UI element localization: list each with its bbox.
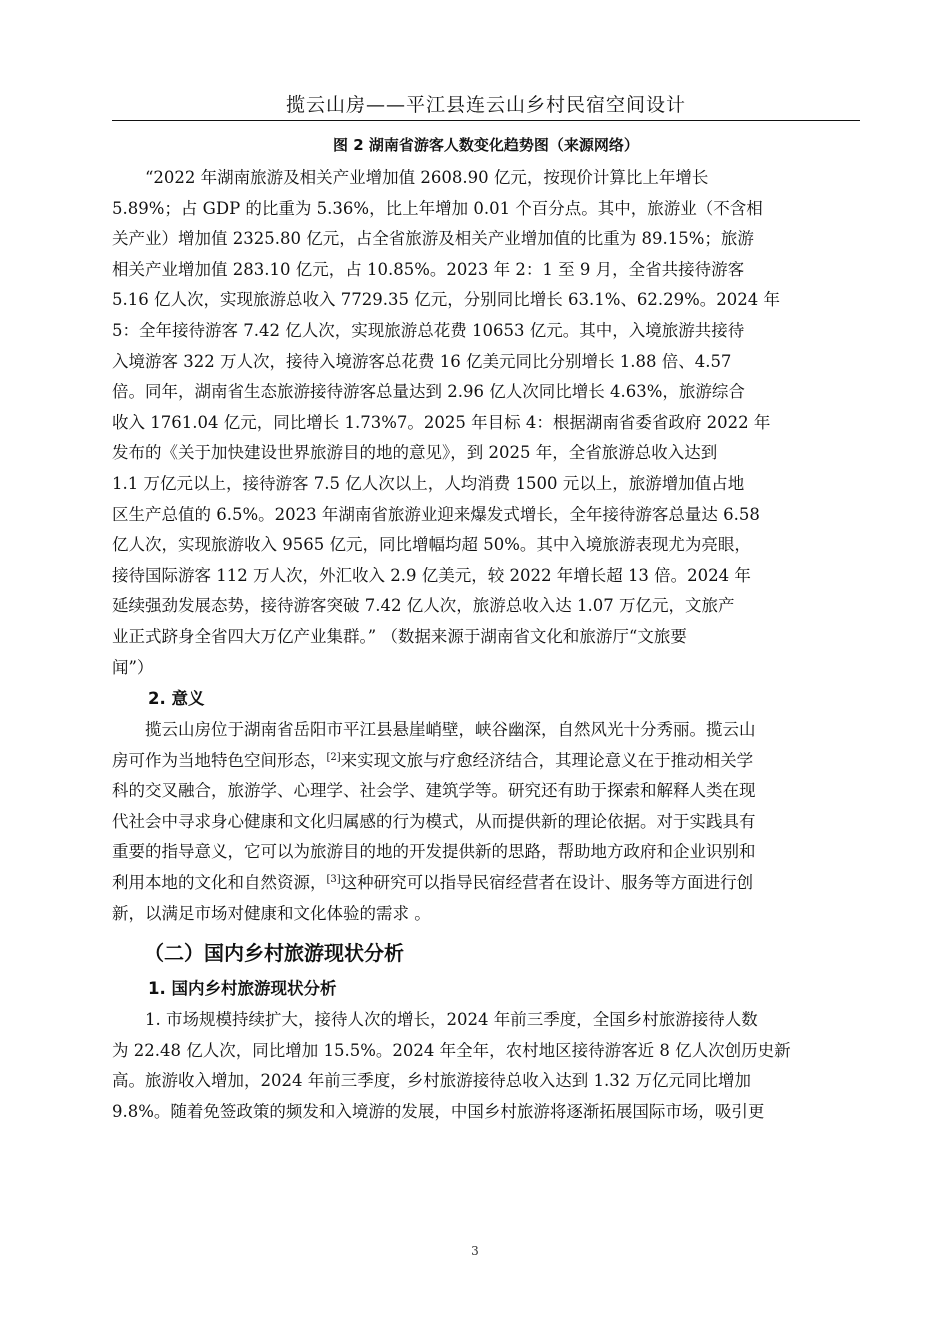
paragraph-domestic-status: [112, 1005, 852, 1127]
text-line: “2022 年湖南旅游及相关产业增加值 2608.90 亿元，按现价计算比上年增长: [145, 168, 709, 187]
text-line: 5.89%；占 GDP 的比重为 5.36%，比上年增加 0.01 个百分点。其中，旅游业（不含相: [112, 198, 763, 218]
section-heading-domestic-rural-tourism: （二）国内乡村旅游现状分析: [144, 941, 404, 966]
text-segment: 来实现文旅与疗愈经济结合，其理论意义在于推动相关学: [340, 750, 754, 770]
section-heading-meaning: 2. 意义: [148, 689, 205, 709]
paragraph-tourism-statistics: [112, 163, 852, 683]
text-line: 亿人次，实现旅游收入 9565 亿元，同比增幅均超 50%。其中入境旅游表现尤为亮眼，: [112, 535, 751, 555]
citation-marker: [3]: [326, 874, 341, 886]
header-divider: [112, 120, 860, 121]
text-line: 揽云山房位于湖南省岳阳市平江县悬崖峭壁，峡谷幽深，自然风光十分秀丽。揽云山: [145, 720, 756, 740]
document-body: [112, 163, 852, 1128]
text-line: 高。旅游收入增加，2024 年前三季度，乡村旅游接待总收入达到 1.32 万亿元同比增加: [112, 1071, 751, 1091]
text-line: 收入 1761.04 亿元，同比增长 1.73%7。2025 年目标 4：根据湖南省委省政府 2022 年: [112, 412, 771, 432]
text-line: 5.16 亿人次，实现旅游总收入 7729.35 亿元，分别同比增长 63.1%、62.29%。2024 年: [112, 290, 781, 310]
text-line: 相关产业增加值 283.10 亿元，占 10.85%。2023 年 2：1 至 9 月，全省共接待游客: [112, 259, 745, 279]
text-line: 关产业）增加值 2325.80 亿元，占全省旅游及相关产业增加值的比重为 89.15%；旅游: [112, 229, 754, 249]
text-line: 倍。同年，湖南省生态旅游接待游客总量达到 2.96 亿人次同比增长 4.63%，旅游综合: [112, 382, 745, 402]
text-line: 新，以满足市场对健康和文化体验的需求 。: [112, 903, 431, 923]
text-line: [112, 746, 852, 777]
text-line: 9.8%。随着免签政策的频发和入境游的发展，中国乡村旅游将逐渐拓展国际市场，吸引更: [112, 1102, 765, 1122]
text-line: 科的交叉融合，旅游学、心理学、社会学、建筑学等。研究还有助于探索和解释人类在现: [112, 781, 756, 801]
text-line: [112, 868, 852, 899]
citation-marker: [2]: [326, 751, 341, 763]
text-line: 代社会中寻求身心健康和文化归属感的行为模式，从而提供新的理论依据。对于实践具有: [112, 811, 756, 831]
paragraph-meaning: [112, 715, 852, 929]
text-line: 入境游客 322 万人次，接待入境游客总花费 16 亿美元同比分别增长 1.88 倍、4.57: [112, 351, 732, 371]
text-line: 延续强劲发展态势，接待游客突破 7.42 亿人次，旅游总收入达 1.07 万亿元，文旅产: [112, 596, 735, 616]
text-line: 1. 市场规模持续扩大，接待人次的增长，2024 年前三季度，全国乡村旅游接待人数: [145, 1010, 758, 1030]
subsection-heading-domestic-status: 1. 国内乡村旅游现状分析: [148, 979, 337, 999]
page-header-title: 揽云山房——平江县连云山乡村民宿空间设计: [285, 94, 686, 116]
text-segment: 房可作为当地特色空间形态，: [112, 750, 327, 770]
text-line: 1.1 万亿元以上，接待游客 7.5 亿人次以上，人均消费 1500 元以上，旅游增加值占地: [112, 473, 745, 493]
text-segment: 利用本地的文化和自然资源，: [112, 873, 327, 893]
figure-caption: 图 2 湖南省游客人数变化趋势图（来源网络）: [333, 136, 639, 154]
text-line: 闻”）: [112, 657, 154, 677]
text-line: 发布的《关于加快建设世界旅游目的地的意见》，到 2025 年，全省旅游总收入达到: [112, 443, 718, 463]
text-line: 接待国际游客 112 万人次，外汇收入 2.9 亿美元，较 2022 年增长超 13 倍。2024 年: [112, 565, 751, 585]
text-line: 为 22.48 亿人次，同比增加 15.5%。2024 年全年，农村地区接待游客近 8 亿人次创历史新: [112, 1040, 791, 1060]
text-line: 业正式跻身全省四大万亿产业集群。” （数据来源于湖南省文化和旅游厅“文旅要: [112, 626, 687, 646]
text-line: 区生产总值的 6.5%。2023 年湖南省旅游业迎来爆发式增长，全年接待游客总量达 6.58: [112, 504, 760, 524]
page-number: 3: [471, 1244, 479, 1258]
text-segment: 这种研究可以指导民宿经营者在设计、服务等方面进行创: [340, 873, 754, 893]
text-line: 重要的指导意义，它可以为旅游目的地的开发提供新的思路，帮助地方政府和企业识别和: [112, 842, 756, 862]
text-line: 5：全年接待游客 7.42 亿人次，实现旅游总花费 10653 亿元。其中，入境旅游共接待: [112, 320, 745, 340]
